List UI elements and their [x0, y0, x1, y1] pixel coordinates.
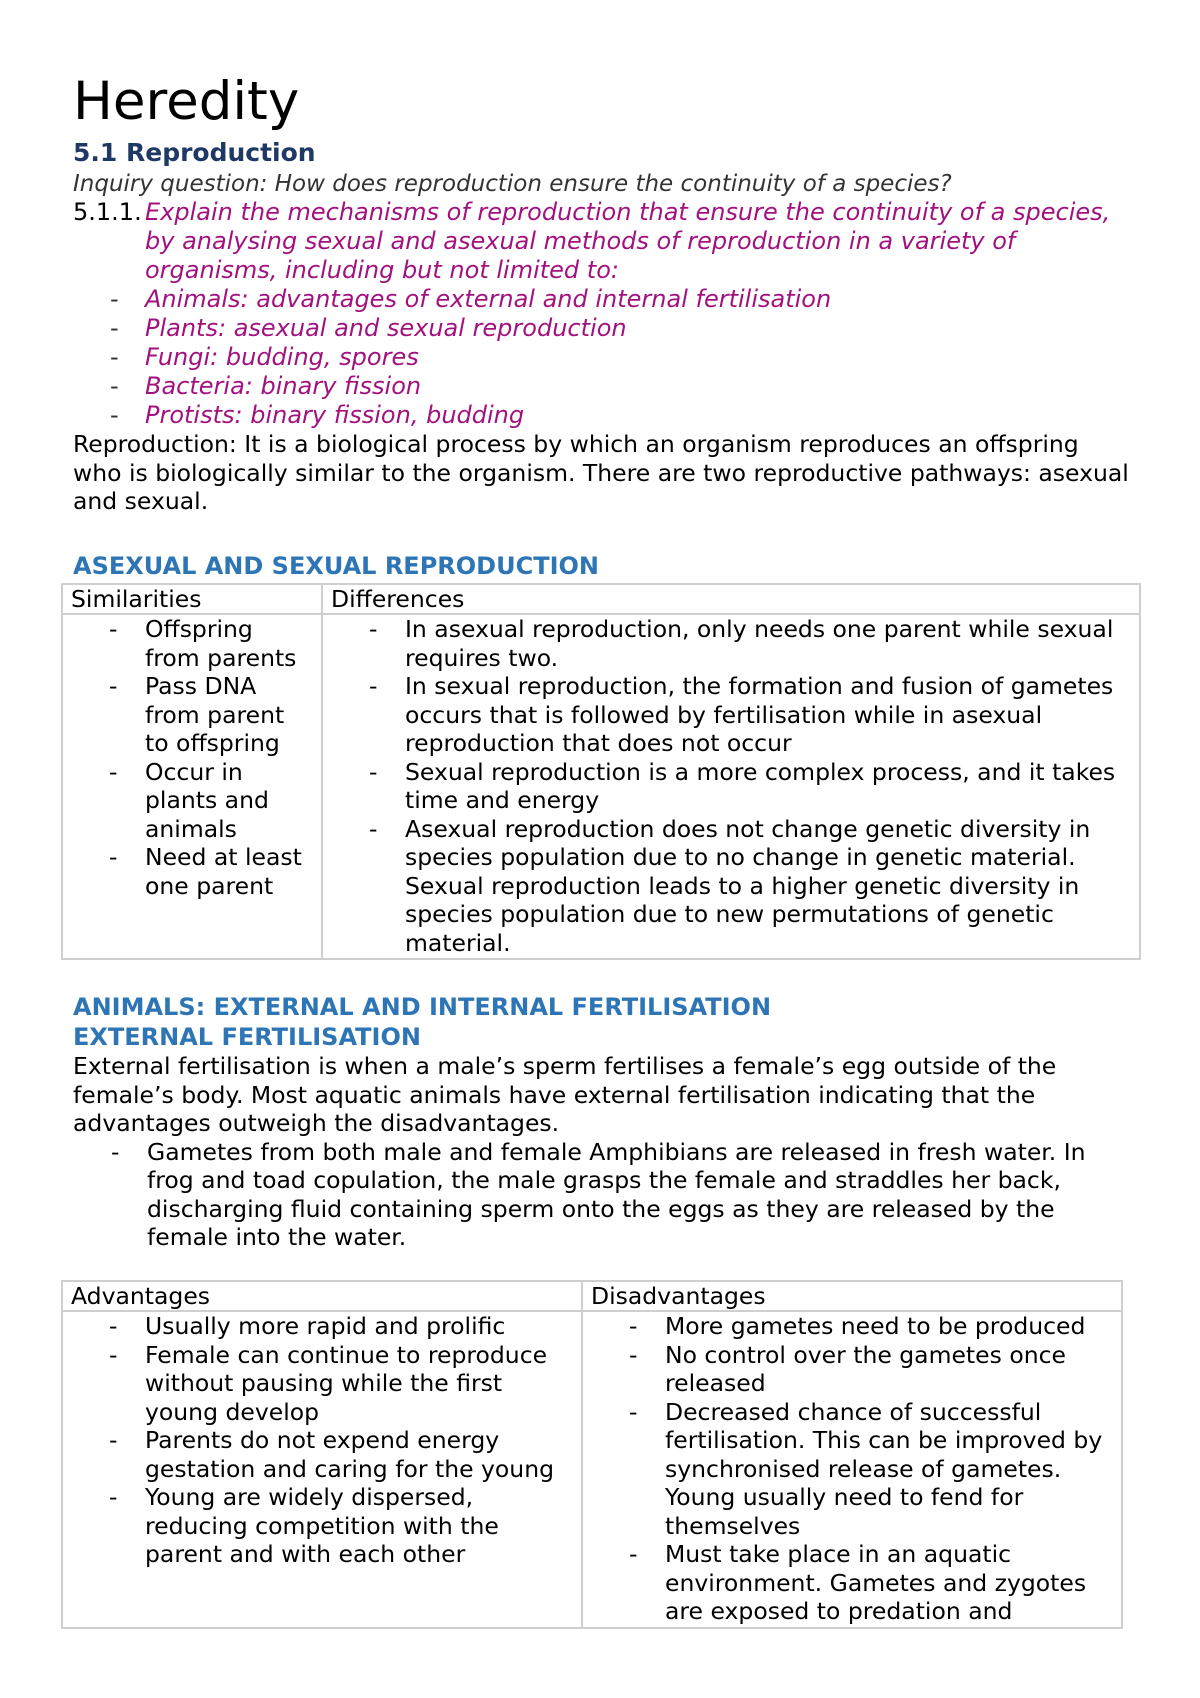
list-item — [71, 758, 313, 844]
animals-section — [73, 992, 1133, 1252]
advantages-header: Advantages — [62, 1281, 582, 1311]
list-item — [591, 1398, 1113, 1541]
dash-marker: - — [629, 1340, 638, 1369]
list-item — [331, 615, 1131, 672]
sub-point-text: Protists: binary fission, budding — [145, 401, 525, 429]
advantage-text: Young are widely dispersed, reducing competition with the parent and with each other — [145, 1483, 499, 1568]
similarities-cell — [62, 614, 322, 959]
dash-marker: - — [629, 1540, 638, 1568]
list-item — [71, 672, 313, 758]
reproduction-definition: Reproduction: It is a biological process by which an organism reproduces an offspring who is biologically similar to the organism. There are two reproductive pathways: asexual and sexual. — [73, 430, 1129, 515]
dash-marker: - — [110, 343, 119, 371]
dash-marker: - — [109, 615, 118, 643]
similarity-text: Need at least one parent — [145, 843, 302, 900]
dash-marker: - — [629, 1397, 638, 1426]
dash-marker: - — [109, 843, 118, 871]
difference-text: In asexual reproduction, only needs one parent while sexual requires two. — [405, 615, 1114, 672]
differences-header: Differences — [322, 584, 1140, 614]
list-item — [71, 1341, 573, 1427]
list-item — [73, 401, 1133, 430]
page-content — [73, 68, 1133, 516]
page-title: Heredity — [73, 71, 300, 132]
list-item — [73, 372, 1133, 401]
difference-text: Sexual reproduction is a more complex process, and it takes time and energy — [405, 757, 1116, 814]
similarity-text: Offspring from parents — [145, 615, 297, 672]
list-item — [331, 672, 1131, 758]
advantages-cell — [62, 1311, 582, 1628]
dotpoint-text: Explain the mechanisms of reproduction that ensure the continuity of a species, by analysing sexual and asexual methods of reproduction in a variety of organisms, including but not limited to: — [145, 198, 1111, 284]
list-item — [591, 1341, 1113, 1398]
dash-marker: - — [110, 372, 119, 400]
disadvantages-list — [591, 1312, 1113, 1626]
amphibian-list — [73, 1138, 1133, 1252]
fertilisation-table — [61, 1280, 1123, 1629]
table-header-row — [62, 1281, 1122, 1311]
disadvantage-text: Decreased chance of successful fertilisation. This can be improved by synchronised release of gametes. Young usually need to fend for themselves — [665, 1397, 1103, 1540]
section-heading: 5.1 Reproduction — [73, 138, 316, 167]
dash-marker: - — [109, 1340, 118, 1369]
disadvantage-text: Must take place in an aquatic environment. Gametes and zygotes are exposed to predation and — [665, 1540, 1087, 1625]
dash-marker: - — [369, 814, 378, 843]
dash-marker: - — [110, 285, 119, 313]
comparison-table — [61, 583, 1141, 960]
list-item — [331, 758, 1131, 815]
advantage-text: Usually more rapid and prolific — [145, 1312, 506, 1340]
table-header-row — [62, 584, 1140, 614]
advantages-list — [71, 1312, 573, 1569]
dash-marker: - — [110, 401, 119, 429]
sub-point-text: Plants: asexual and sexual reproduction — [145, 314, 627, 342]
advantage-text: Female can continue to reproduce without pausing while the first young develop — [145, 1340, 548, 1426]
similarity-text: Pass DNA from parent to offspring — [145, 672, 285, 757]
dotpoint-number: 5.1.1. — [73, 198, 142, 226]
sub-point-text: Animals: advantages of external and internal fertilisation — [145, 285, 832, 313]
dash-marker: - — [369, 672, 378, 700]
dash-marker: - — [109, 757, 118, 786]
dash-marker: - — [109, 1426, 118, 1454]
similarities-header: Similarities — [62, 584, 322, 614]
dash-marker: - — [109, 1312, 118, 1340]
amphibian-text: Gametes from both male and female Amphibians are released in fresh water. In frog and toad copulation, the male grasps the female and straddles her back, discharging fluid containing sperm onto the eggs as they are released by the female into the water. — [147, 1137, 1086, 1251]
list-item — [71, 1426, 573, 1483]
similarities-list — [71, 615, 313, 900]
list-item — [591, 1312, 1113, 1341]
similarity-text: Occur in plants and animals — [145, 757, 269, 843]
difference-text: In sexual reproduction, the formation and fusion of gametes occurs that is followed by fertilisation while in asexual reproduction that does not occur — [405, 672, 1114, 757]
table-row — [62, 1311, 1122, 1628]
list-item — [591, 1540, 1113, 1626]
sub-point-text: Fungi: budding, spores — [145, 343, 419, 371]
dash-marker: - — [109, 1483, 118, 1511]
dash-marker: - — [109, 672, 118, 700]
external-fertilisation-paragraph: External fertilisation is when a male’s sperm fertilises a female’s egg outside of the female’s body. Most aquatic animals have external fertilisation indicating that the advantages outweigh the disadvantages. — [73, 1052, 1057, 1137]
list-item — [73, 343, 1133, 372]
animals-heading: ANIMALS: EXTERNAL AND INTERNAL FERTILISATION — [73, 993, 772, 1021]
external-fertilisation-heading: EXTERNAL FERTILISATION — [73, 1023, 421, 1051]
dash-marker: - — [629, 1312, 638, 1340]
differences-list — [331, 615, 1131, 957]
comparison-heading: ASEXUAL AND SEXUAL REPRODUCTION — [73, 552, 599, 580]
dash-marker: - — [111, 1137, 120, 1166]
table-row — [62, 614, 1140, 959]
list-item — [331, 815, 1131, 958]
inquiry-question: Inquiry question: How does reproduction ensure the continuity of a species? — [73, 171, 952, 197]
list-item — [71, 615, 313, 672]
list-item — [71, 1483, 573, 1569]
disadvantage-text: More gametes need to be produced — [665, 1312, 1086, 1340]
dash-marker: - — [110, 314, 119, 342]
dotpoint-sub-list — [73, 285, 1133, 430]
dash-marker: - — [369, 757, 378, 786]
syllabus-dotpoint — [73, 198, 1133, 285]
advantage-text: Parents do not expend energy gestation and caring for the young — [145, 1426, 555, 1483]
list-item — [73, 1138, 1133, 1252]
list-item — [73, 314, 1133, 343]
sub-point-text: Bacteria: binary fission — [145, 372, 422, 400]
difference-text: Asexual reproduction does not change genetic diversity in species population due to no change in genetic material. Sexual reproduction leads to a higher genetic diversity in species population due to new permutations of genetic material. — [405, 814, 1091, 957]
differences-cell — [322, 614, 1140, 959]
disadvantages-header: Disadvantages — [582, 1281, 1122, 1311]
disadvantages-cell — [582, 1311, 1122, 1628]
list-item — [71, 843, 313, 900]
dash-marker: - — [369, 615, 378, 643]
disadvantage-text: No control over the gametes once released — [665, 1340, 1066, 1397]
list-item — [71, 1312, 573, 1341]
list-item — [73, 285, 1133, 314]
